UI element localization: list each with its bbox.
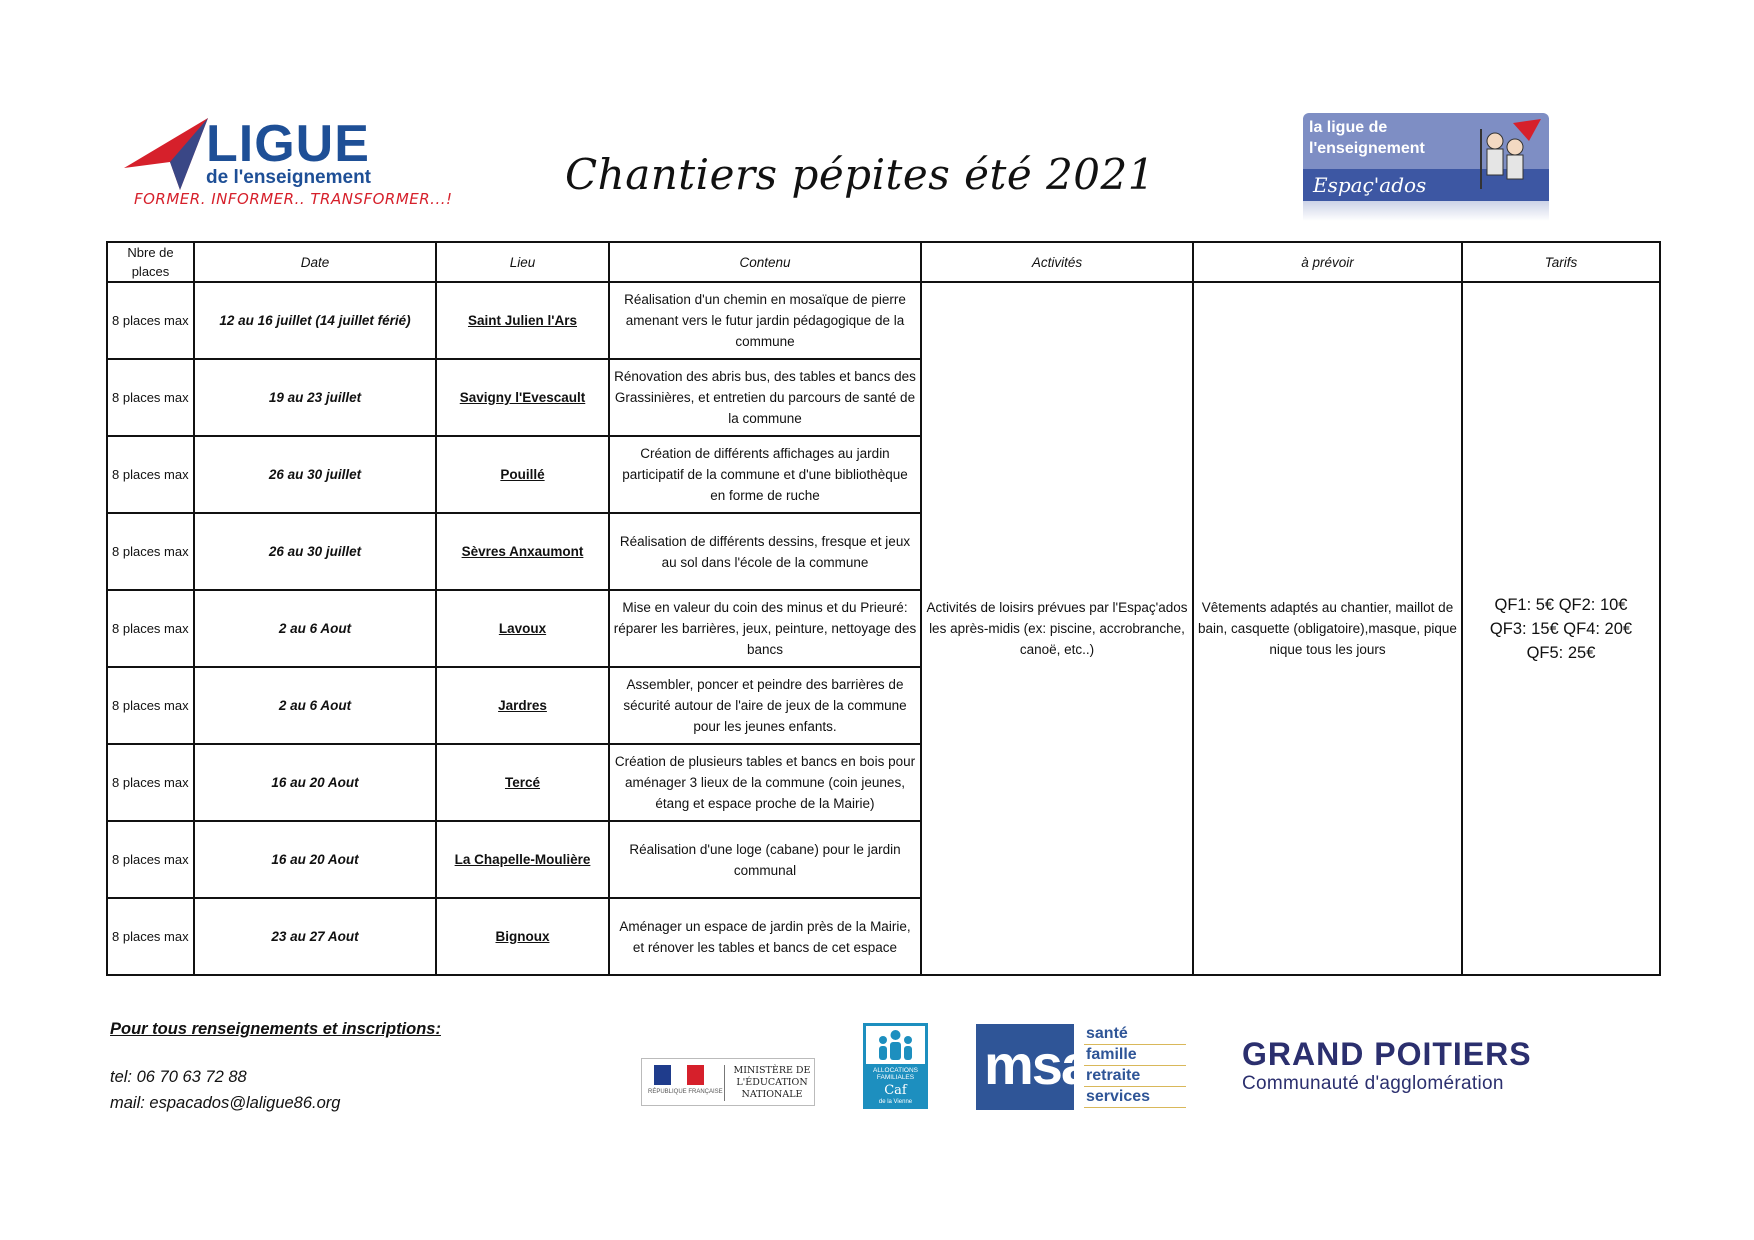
french-flag-icon bbox=[654, 1065, 704, 1085]
row-places: 8 places max bbox=[107, 513, 194, 590]
row-lieu: Pouillé bbox=[436, 436, 609, 513]
ministere-logo bbox=[641, 1058, 815, 1106]
caf-emblem bbox=[866, 1026, 925, 1064]
caf-name: Caf bbox=[884, 1083, 907, 1098]
row-contenu: Réalisation d'un chemin en mosaïque de pierre amenant vers le futur jardin pédagogique de la commune bbox=[609, 282, 921, 359]
row-date: 26 au 30 juillet bbox=[194, 436, 436, 513]
contact-tel: tel: 06 70 63 72 88 bbox=[110, 1068, 247, 1086]
row-contenu: Réalisation d'une loge (cabane) pour le jardin communal bbox=[609, 821, 921, 898]
espacados-line2: l'enseignement bbox=[1309, 140, 1425, 157]
row-places: 8 places max bbox=[107, 744, 194, 821]
row-places: 8 places max bbox=[107, 821, 194, 898]
row-lieu: La Chapelle-Moulière bbox=[436, 821, 609, 898]
row-places: 8 places max bbox=[107, 667, 194, 744]
row-date: 16 au 20 Aout bbox=[194, 744, 436, 821]
caf-alloc: ALLOCATIONS FAMILIALES bbox=[872, 1067, 919, 1081]
kids-figure-icon bbox=[1473, 119, 1543, 199]
header-activites: Activités bbox=[921, 242, 1193, 282]
msa-line: famille bbox=[1084, 1045, 1186, 1066]
contact-mail[interactable]: mail: espacados@laligue86.org bbox=[110, 1094, 341, 1112]
row-lieu: Savigny l'Evescault bbox=[436, 359, 609, 436]
row-contenu: Création de différents affichages au jardin participatif de la commune et d'une bibliothèque en forme de ruche bbox=[609, 436, 921, 513]
row-contenu: Assembler, poncer et peindre des barrières de sécurité autour de l'aire de jeux de la commune pour les jeunes enfants. bbox=[609, 667, 921, 744]
tarif-line: QF5: 25€ bbox=[1526, 643, 1596, 662]
row-places: 8 places max bbox=[107, 898, 194, 975]
row-lieu: Jardres bbox=[436, 667, 609, 744]
espacados-logo bbox=[1303, 113, 1549, 223]
tarifs-cell bbox=[1462, 282, 1660, 975]
ligue-tagline: FORMER. INFORMER.. TRANSFORMER...! bbox=[134, 190, 453, 208]
row-date: 19 au 23 juillet bbox=[194, 359, 436, 436]
table-row bbox=[107, 282, 1660, 359]
msa-line: retraite bbox=[1084, 1066, 1186, 1087]
prevoir-cell: Vêtements adaptés au chantier, maillot de bain, casquette (obligatoire),masque, pique nique tous les jours bbox=[1193, 282, 1462, 975]
row-places: 8 places max bbox=[107, 590, 194, 667]
espacados-line1: la ligue de bbox=[1309, 119, 1388, 136]
msa-line: santé bbox=[1084, 1024, 1186, 1045]
activites-cell: Activités de loisirs prévues par l'Espaç'ados les après-midis (ex: piscine, accrobranche, canoë, etc..) bbox=[921, 282, 1193, 975]
msa-letters: msa bbox=[984, 1033, 1091, 1096]
grand-poitiers-name: GRAND POITIERS bbox=[1242, 1036, 1532, 1072]
row-lieu: Sèvres Anxaumont bbox=[436, 513, 609, 590]
row-contenu: Mise en valeur du coin des minus et du Prieuré: réparer les barrières, jeux, peinture, nettoyage des bancs bbox=[609, 590, 921, 667]
msa-lines bbox=[1084, 1024, 1186, 1108]
ligue-arrow-icon bbox=[120, 118, 216, 190]
ligue-sub: de l'enseignement bbox=[206, 167, 372, 188]
row-lieu: Saint Julien l'Ars bbox=[436, 282, 609, 359]
row-contenu: Création de plusieurs tables et bancs en bois pour aménager 3 lieux de la commune (coin jeunes, étang et espace proche de la Mairie) bbox=[609, 744, 921, 821]
header-lieu: Lieu bbox=[436, 242, 609, 282]
row-contenu: Rénovation des abris bus, des tables et bancs des Grassinières, et entretien du parcours de santé de la commune bbox=[609, 359, 921, 436]
contact-block bbox=[110, 1016, 441, 1116]
espacados-name: Espaç'ados bbox=[1313, 173, 1427, 197]
row-lieu: Tercé bbox=[436, 744, 609, 821]
caf-family-icon bbox=[866, 1026, 925, 1064]
header-tarifs: Tarifs bbox=[1462, 242, 1660, 282]
ministere-text: MINISTÈRE DE L'ÉDUCATION NATIONALE bbox=[724, 1065, 815, 1101]
ministere-rep: RÉPUBLIQUE FRANÇAISE bbox=[648, 1089, 723, 1095]
header-contenu: Contenu bbox=[609, 242, 921, 282]
msa-mark bbox=[976, 1024, 1091, 1110]
header-prevoir: à prévoir bbox=[1193, 242, 1462, 282]
row-date: 12 au 16 juillet (14 juillet férié) bbox=[194, 282, 436, 359]
caf-logo bbox=[863, 1023, 928, 1109]
row-contenu: Aménager un espace de jardin près de la Mairie, et rénover les tables et bancs de cet espace bbox=[609, 898, 921, 975]
row-date: 26 au 30 juillet bbox=[194, 513, 436, 590]
tarif-line: QF1: 5€ QF2: 10€ bbox=[1494, 595, 1628, 614]
tarif-line: QF3: 15€ QF4: 20€ bbox=[1489, 619, 1633, 638]
row-places: 8 places max bbox=[107, 359, 194, 436]
table-header-row bbox=[107, 242, 1660, 282]
contact-heading: Pour tous renseignements et inscriptions: bbox=[110, 1020, 441, 1038]
ligue-word: LIGUE bbox=[206, 115, 370, 173]
row-lieu: Lavoux bbox=[436, 590, 609, 667]
grand-poitiers-sub: Communauté d'agglomération bbox=[1242, 1073, 1504, 1094]
row-date: 23 au 27 Aout bbox=[194, 898, 436, 975]
msa-line: services bbox=[1084, 1087, 1186, 1108]
grand-poitiers-logo bbox=[1242, 1036, 1602, 1096]
row-date: 2 au 6 Aout bbox=[194, 590, 436, 667]
row-lieu: Bignoux bbox=[436, 898, 609, 975]
ligue-logo bbox=[120, 115, 453, 218]
row-places: 8 places max bbox=[107, 436, 194, 513]
header-date: Date bbox=[194, 242, 436, 282]
chantiers-table bbox=[106, 241, 1661, 976]
row-date: 16 au 20 Aout bbox=[194, 821, 436, 898]
espacados-reflection bbox=[1303, 201, 1549, 221]
caf-dep: de la Vienne bbox=[878, 1099, 913, 1105]
row-places: 8 places max bbox=[107, 282, 194, 359]
row-date: 2 au 6 Aout bbox=[194, 667, 436, 744]
row-contenu: Réalisation de différents dessins, fresque et jeux au sol dans l'école de la commune bbox=[609, 513, 921, 590]
header-places: Nbre de places bbox=[107, 242, 194, 282]
page-title: Chantiers pépites été 2021 bbox=[565, 150, 1155, 199]
msa-logo bbox=[976, 1024, 1186, 1110]
